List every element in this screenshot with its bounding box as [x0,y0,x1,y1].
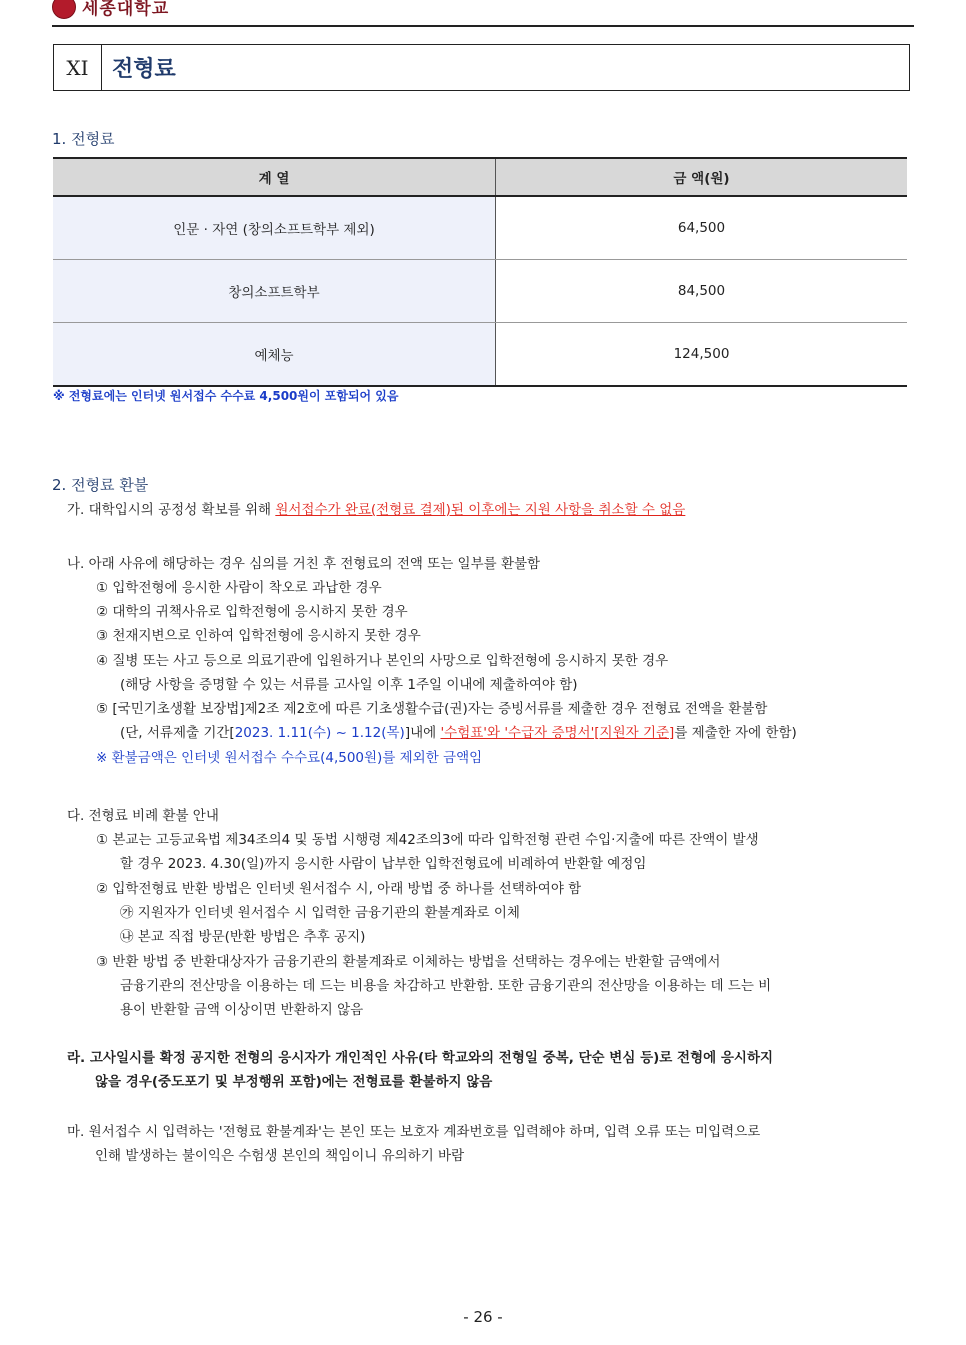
refund-da-3-cont: 금융기관의 전산망을 이용하는 데 드는 비용을 차감하고 반환함. 또한 금융기관의 전산망을 이용하는 데 드는 비 [120,978,772,994]
reason5-post: 를 제출한 자에 한함) [674,725,797,741]
refund-item-ra: 라. 고사일시를 확정 공지한 전형의 응시자가 개인적인 사유(타 학교와의 전형일 중복, 단순 변심 등)로 전형에 응시하지 [67,1050,774,1066]
fee-category: 인문 · 자연 (창의소프트학부 제외) [53,196,496,260]
table-row [53,260,907,323]
page-number: - 26 - [463,1308,503,1326]
refund-na-reason-4-detail: (해당 사항을 증명할 수 있는 서류를 고사일 이후 1주일 이내에 제출하여야 함) [120,677,578,693]
fee-table [53,157,907,387]
chapter-header [53,44,910,91]
refund-na-reason-3: ③ 천재지변으로 인하여 입학전형에 응시하지 못한 경우 [96,628,421,644]
chapter-number: XI [54,45,102,90]
refund-item-na-heading: 나. 아래 사유에 해당하는 경우 심의를 거친 후 전형료의 전액 또는 일부를 환불함 [67,556,541,572]
refund-da-2-option-a: ㉮ 지원자가 인터넷 원서접수 시 입력한 금융기관의 환불계좌로 이체 [120,905,520,921]
table-row [53,323,907,387]
fee-table-header-amount: 금 액(원) [496,158,908,196]
section2-heading: 2. 전형료 환불 [52,476,149,494]
refund-item-ma-cont: 인해 발생하는 불이익은 수험생 본인의 책임이니 유의하기 바람 [95,1148,465,1164]
reason5-documents: '수험표'와 '수급자 증명서'[지원자 기준] [440,725,675,741]
refund-na-reason-5: ⑤ [국민기초생활 보장법]제2조 제2호에 따른 기초생활수급(권)자는 증빙서류를 제출한 경우 전형료 전액을 환불함 [96,701,768,717]
fee-amount: 64,500 [496,196,908,260]
section1-heading: 1. 전형료 [52,130,115,148]
refund-item-ra-cont: 않을 경우(중도포기 및 부정행위 포함)에는 전형료를 환불하지 않음 [95,1074,493,1090]
refund-na-reason-1: ① 입학전형에 응시한 사람이 착오로 과납한 경우 [96,580,382,596]
refund-na-reason-4: ④ 질병 또는 사고 등으로 의료기관에 입원하거나 본인의 사망으로 입학전형에 응시하지 못한 경우 [96,653,669,669]
refund-item-ga [67,500,685,520]
refund-da-3-cont2: 용이 반환할 금액 이상이면 반환하지 않음 [120,1002,364,1018]
refund-da-2: ② 입학전형료 반환 방법은 인터넷 원서접수 시, 아래 방법 중 하나를 선택하여야 함 [96,881,582,897]
refund-ga-text: 가. 대학입시의 공정성 확보를 위해 [67,502,276,518]
refund-na-reason-2: ② 대학의 귀책사유로 입학전형에 응시하지 못한 경우 [96,604,408,620]
refund-na-reason-5-detail [120,723,797,743]
university-name: 세종대학교 [82,0,170,19]
fee-category: 창의소프트학부 [53,260,496,323]
refund-da-3: ③ 반환 방법 중 반환대상자가 금융기관의 환불계좌로 이체하는 방법을 선택하는 경우에는 반환할 금액에서 [96,954,721,970]
reason5-date: 2023. 1.11(수) ~ 1.12(목) [234,725,405,741]
reason5-pre: (단, 서류제출 기간[ [120,725,235,741]
chapter-title: 전형료 [112,57,176,82]
refund-item-ma: 마. 원서접수 시 입력하는 '전형료 환불계좌'는 본인 또는 보호자 계좌번호를 입력해야 하며, 입력 오류 또는 미입력으로 [67,1124,761,1140]
reason5-mid: ]내에 [404,725,441,741]
fee-table-header-category: 계 열 [53,158,496,196]
refund-da-1: ① 본교는 고등교육법 제34조의4 및 동법 시행령 제42조의3에 따라 입학전형 관련 수입·지출에 따른 잔액이 발생 [96,832,759,848]
refund-item-da-heading: 다. 전형료 비례 환불 안내 [67,808,219,824]
refund-na-note: ※ 환불금액은 인터넷 원서접수 수수료(4,500원)를 제외한 금액임 [96,750,483,766]
fee-amount: 124,500 [496,323,908,387]
refund-da-2-option-b: ㉯ 본교 직접 방문(반환 방법은 추후 공지) [120,929,366,945]
refund-ga-warning: 원서접수가 완료(전형료 결제)된 이후에는 지원 사항을 취소할 수 없음 [275,502,686,518]
fee-amount: 84,500 [496,260,908,323]
university-logo [52,0,169,19]
university-emblem-icon [52,0,76,19]
fee-category: 예체능 [53,323,496,387]
header-rule [52,25,914,27]
table-row [53,196,907,260]
refund-da-1-cont: 할 경우 2023. 4.30(일)까지 응시한 사람이 납부한 입학전형료에 비례하여 반환할 예정임 [120,856,647,872]
fee-note: ※ 전형료에는 인터넷 원서접수 수수료 4,500원이 포함되어 있음 [53,389,399,403]
